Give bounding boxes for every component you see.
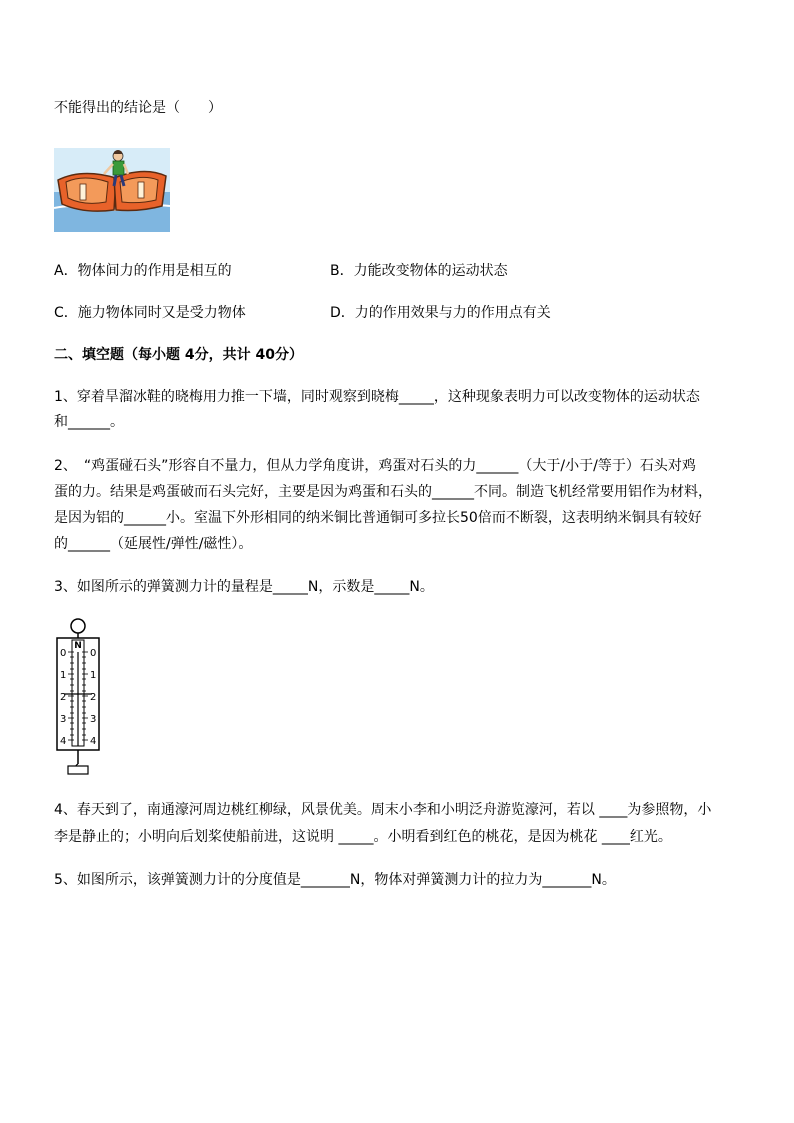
- scale-label-right-4: 4: [90, 736, 97, 747]
- q2-line1: 2、 “鸡蛋碰石头”形容自不量力，但从力学角度讲，鸡蛋对石头的力______（大于/小于/等于）石头对鸡: [54, 458, 696, 474]
- q2-line3: 是因为铝的______小。室温下外形相同的纳米铜比普通铜可多拉长50倍而不断裂，这表明纳米铜具有较好: [54, 510, 702, 526]
- option-c: C．施力物体同时又是受力物体: [54, 305, 246, 321]
- scale-label-left-1: 1: [60, 670, 67, 681]
- option-b: B．力能改变物体的运动状态: [330, 263, 508, 279]
- q5-text: 5、如图所示，该弹簧测力计的分度值是_______N，物体对弹簧测力计的拉力为_______N。: [54, 872, 616, 888]
- scale-label-left-4: 4: [60, 736, 67, 747]
- scale-label-right-2: 2: [90, 692, 97, 703]
- q1-line1: 1、穿着旱溜冰鞋的晓梅用力推一下墙，同时观察到晓梅_____，这种现象表明力可以改变物体的运动状态: [54, 389, 700, 405]
- q4-line1: 4、春天到了，南通濠河周边桃红柳绿，风景优美。周末小李和小明泛舟游览濠河，若以 ____为参照物，小: [54, 802, 712, 818]
- scale-label-right-0: 0: [90, 648, 97, 659]
- option-d: D．力的作用效果与力的作用点有关: [330, 305, 551, 321]
- boat-figure: [54, 148, 170, 232]
- spring-scale-figure: [54, 616, 104, 776]
- scale-label-right-3: 3: [90, 714, 97, 725]
- q2-line4: 的______（延展性/弹性/磁性）。: [54, 536, 253, 552]
- scale-label-left-3: 3: [60, 714, 67, 725]
- question-intro: 不能得出的结论是（ ）: [54, 100, 222, 116]
- q1-line2: 和______。: [54, 414, 124, 430]
- q2-line2: 蛋的力。结果是鸡蛋破而石头完好，主要是因为鸡蛋和石头的______不同。制造飞机经常要用铝作为材料，: [54, 484, 712, 500]
- scale-unit: N: [74, 641, 82, 651]
- section-title: 二、填空题（每小题 4分，共计 40分）: [54, 347, 303, 363]
- q4-line2: 李是静止的；小明向后划桨使船前进，这说明 _____。小明看到红色的桃花，是因为桃花 ____红光。: [54, 829, 672, 845]
- scale-label-right-1: 1: [90, 670, 97, 681]
- scale-label-left-0: 0: [60, 648, 67, 659]
- option-a: A．物体间力的作用是相互的: [54, 263, 232, 279]
- q3-text: 3、如图所示的弹簧测力计的量程是_____N，示数是_____N。: [54, 579, 434, 595]
- scale-label-left-2: 2: [60, 692, 67, 703]
